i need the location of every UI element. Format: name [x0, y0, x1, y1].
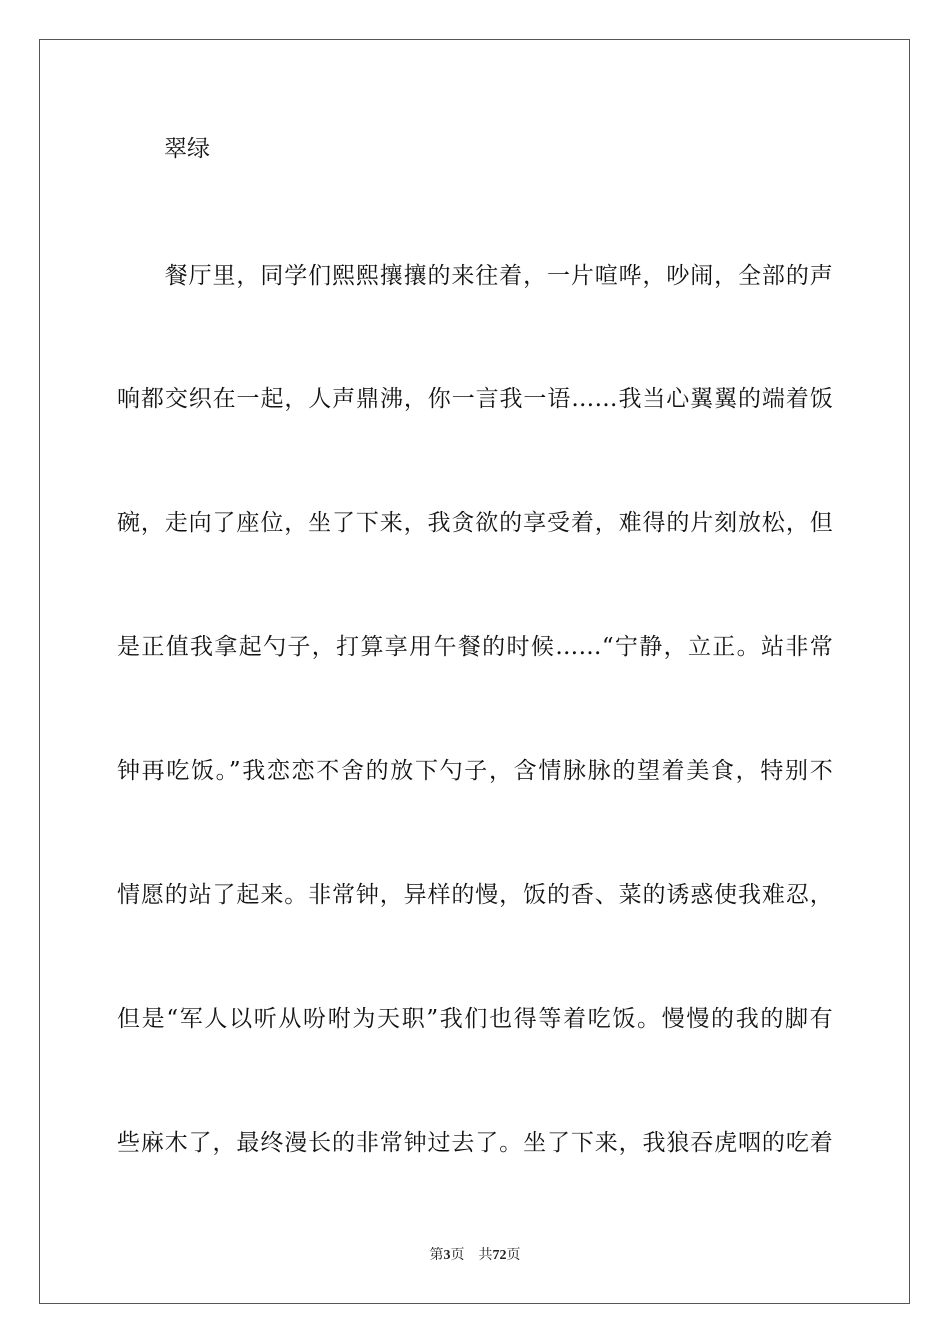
total-suffix: 页 [506, 1247, 521, 1263]
body-line-2: 响都交织在一起，人声鼎沸，你一言我一语……我当心翼翼的端着饭 [117, 386, 833, 412]
document-heading: 翠绿 [164, 136, 210, 162]
body-line-8: 些麻木了，最终漫长的非常钟过去了。坐了下来，我狼吞虎咽的吃着 [117, 1130, 833, 1156]
page-footer [0, 1246, 950, 1265]
body-line-6: 情愿的站了起来。非常钟，异样的慢，饭的香、菜的诱惑使我难忍， [117, 882, 833, 908]
body-line-4: 是正值我拿起勺子，打算享用午餐的时候……“宁静，立正。站非常 [117, 634, 833, 660]
page-number: 3 [443, 1248, 451, 1263]
page-suffix: 页 [450, 1247, 465, 1263]
body-line-3: 碗，走向了座位，坐了下来，我贪欲的享受着，难得的片刻放松，但 [117, 510, 833, 536]
body-line-1: 餐厅里，同学们熙熙攘攘的来往着，一片喧哗，吵闹，全部的声 [117, 263, 833, 289]
total-prefix: 共 [478, 1247, 493, 1263]
total-pages: 72 [492, 1248, 507, 1263]
page-frame [39, 39, 910, 1304]
body-line-5: 钟再吃饭。”我恋恋不舍的放下勺子，含情脉脉的望着美食，特别不 [117, 758, 833, 784]
page-prefix: 第 [429, 1247, 444, 1263]
body-line-7: 但是“军人以听从吩咐为天职”我们也得等着吃饭。慢慢的我的脚有 [117, 1006, 833, 1032]
